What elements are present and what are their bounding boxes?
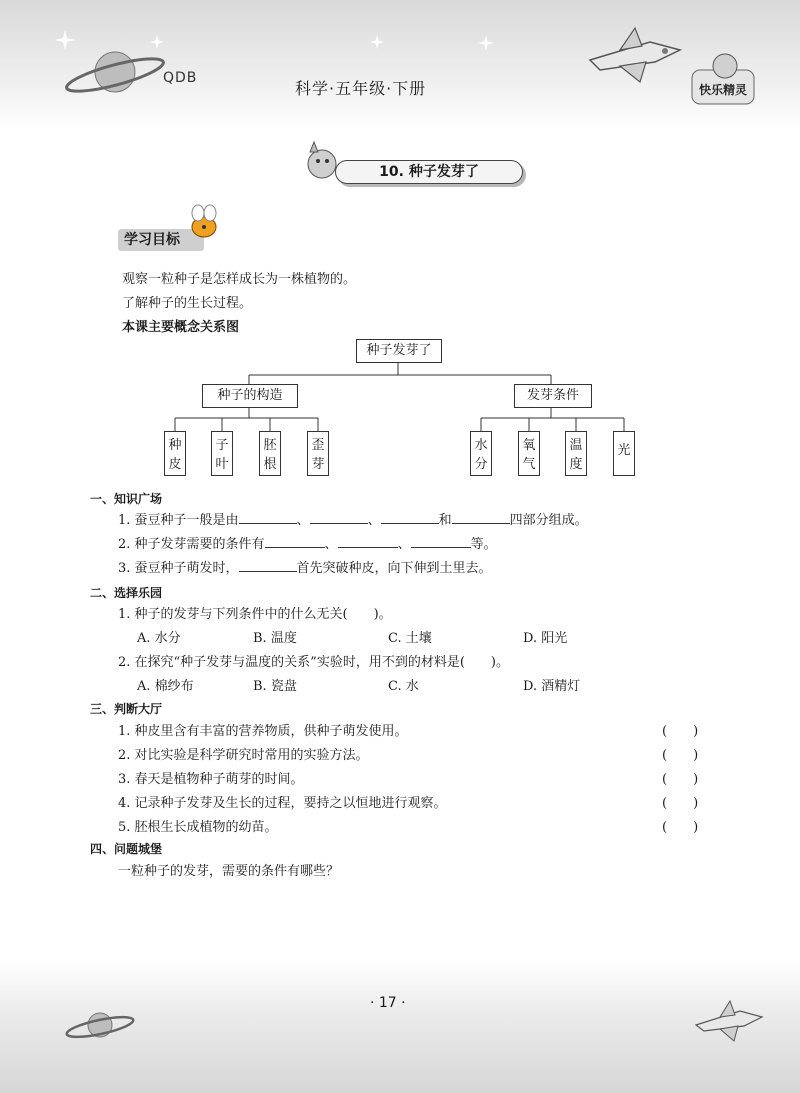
- choice-option[interactable]: B. 温度: [253, 631, 297, 646]
- choice-q1-stem: 1. 种子的发芽与下列条件中的什么无关( )。: [118, 607, 392, 622]
- blank-field[interactable]: [452, 510, 510, 524]
- blank-field[interactable]: [381, 510, 439, 524]
- judge-item-4: 4. 记录种子发芽及生长的过程，要持之以恒地进行观察。: [118, 796, 447, 811]
- choice-option[interactable]: A. 水分: [137, 631, 181, 646]
- knowledge-q3: 3. 蚕豆种子萌发时， 首先突破种皮，向下伸到土里去。: [118, 557, 492, 576]
- blank-field[interactable]: [411, 534, 471, 548]
- concept-structure: 种子的构造: [202, 384, 298, 408]
- concept-map-lines: [0, 0, 800, 500]
- judge-item-1: 1. 种皮里含有丰富的营养物质，供种子萌发使用。: [118, 724, 408, 739]
- planet-icon: [60, 1000, 140, 1050]
- concept-leaf: 温度: [565, 431, 587, 476]
- judge-answer-paren[interactable]: ( ): [662, 820, 699, 835]
- blank-field[interactable]: [310, 510, 368, 524]
- space-shuttle-icon: [690, 995, 770, 1045]
- goal-item-2: 了解种子的生长过程。: [122, 296, 253, 311]
- judge-item-5: 5. 胚根生长成植物的幼苗。: [118, 820, 278, 835]
- choice-option[interactable]: C. 土壤: [388, 631, 432, 646]
- judge-answer-paren[interactable]: ( ): [662, 772, 699, 787]
- blank-field[interactable]: [239, 510, 297, 524]
- concept-leaf: 水分: [470, 431, 492, 476]
- lesson-title: 10. 种子发芽了: [335, 160, 523, 184]
- concept-leaf: 歪芽: [307, 431, 329, 476]
- judge-item-3: 3. 春天是植物种子萌芽的时间。: [118, 772, 304, 787]
- knowledge-q2: 2. 种子发芽需要的条件有 、 、 等。: [118, 533, 497, 552]
- judge-answer-paren[interactable]: ( ): [662, 796, 699, 811]
- book-title: 科学·五年级·下册: [295, 79, 427, 98]
- badge-text: 快乐精灵: [698, 83, 748, 97]
- goal-item-1: 观察一粒种子是怎样成长为一株植物的。: [122, 272, 357, 287]
- judge-answer-paren[interactable]: ( ): [662, 724, 699, 739]
- blank-field[interactable]: [265, 534, 325, 548]
- concept-map-label: 本课主要概念关系图: [122, 320, 240, 335]
- concept-leaf: 子叶: [211, 431, 233, 476]
- choice-q2-stem: 2. 在探究“种子发芽与温度的关系”实验时，用不到的材料是( )。: [118, 655, 509, 670]
- section-title-question: 四、问题城堡: [90, 842, 163, 856]
- concept-leaf: 种皮: [164, 431, 186, 476]
- blank-field[interactable]: [239, 558, 297, 572]
- concept-leaf: 氧气: [518, 431, 540, 476]
- choice-option[interactable]: D. 酒精灯: [523, 679, 581, 694]
- blank-field[interactable]: [338, 534, 398, 548]
- question-text: 一粒种子的发芽，需要的条件有哪些？: [118, 864, 340, 879]
- concept-leaf: 光: [613, 431, 635, 476]
- judge-item-2: 2. 对比实验是科学研究时常用的实验方法。: [118, 748, 369, 763]
- section-title-choice: 二、选择乐园: [90, 586, 163, 600]
- choice-option[interactable]: C. 水: [388, 679, 419, 694]
- learning-goals-label: 学习目标: [118, 229, 204, 251]
- page-number: · 17 ·: [370, 995, 406, 1011]
- concept-leaf: 胚根: [259, 431, 281, 476]
- choice-option[interactable]: D. 阳光: [523, 631, 568, 646]
- knowledge-q1: 1. 蚕豆种子一般是由 、 、 和 四部分组成。: [118, 509, 588, 528]
- concept-conditions: 发芽条件: [514, 384, 592, 408]
- choice-option[interactable]: B. 瓷盘: [253, 679, 297, 694]
- brand-logo: QDB: [163, 70, 198, 86]
- choice-option[interactable]: A. 棉纱布: [137, 679, 194, 694]
- section-title-knowledge: 一、知识广场: [90, 492, 163, 506]
- judge-answer-paren[interactable]: ( ): [662, 748, 699, 763]
- concept-root: 种子发芽了: [356, 339, 442, 363]
- section-title-judge: 三、判断大厅: [90, 702, 163, 716]
